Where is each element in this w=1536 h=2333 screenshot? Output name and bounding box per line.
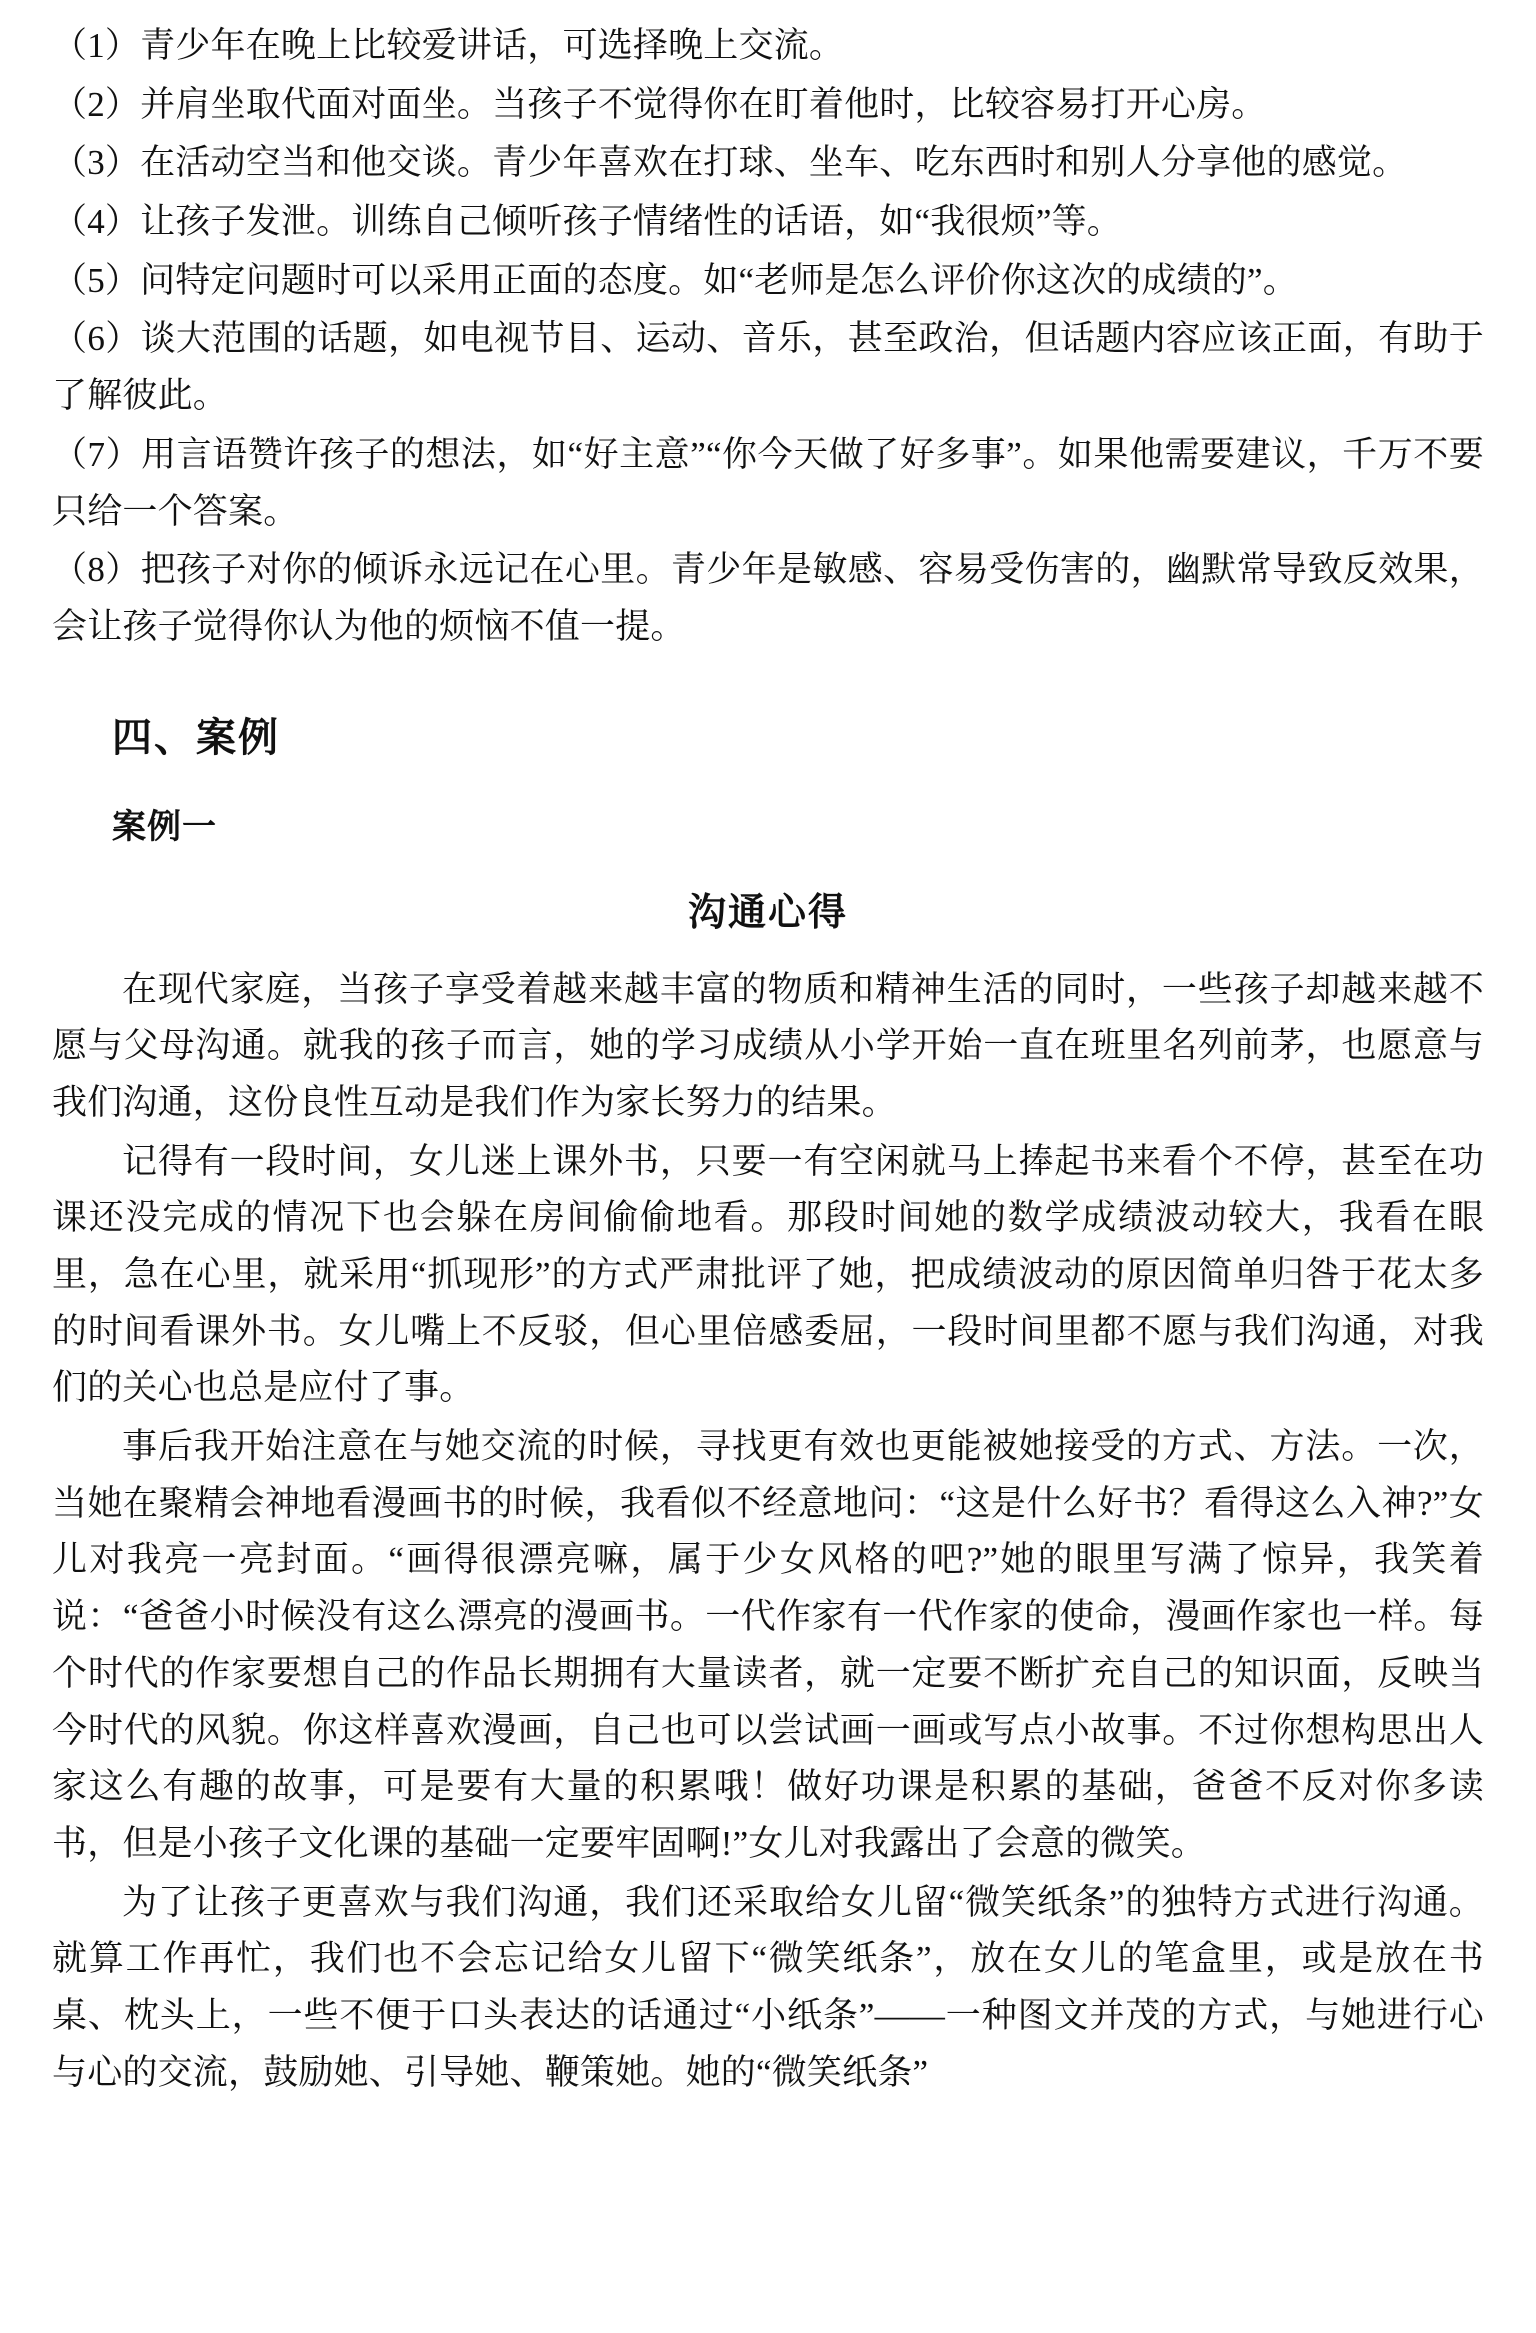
list-item: （2）并肩坐取代面对面坐。当孩子不觉得你在盯着他时，比较容易打开心房。 xyxy=(52,84,1267,124)
list-item: （6）谈大范围的话题，如电视节目、运动、音乐，甚至政治，但话题内容应该正面，有助于了解彼此。 xyxy=(52,319,1484,416)
case-title: 沟通心得 xyxy=(687,891,848,934)
section-heading: 四、案例 xyxy=(112,715,280,760)
list-item: （8）把孩子对你的倾诉永远记在心里。青少年是敏感、容易受伤害的，幽默常导致反效果，会让孩子觉得你认为他的烦恼不值一提。 xyxy=(52,550,1484,646)
paragraph: 记得有一段时间，女儿迷上课外书，只要一有空闲就马上捧起书来看个不停，甚至在功课还没完成的情况下也会躲在房间偷偷地看。那段时间她的数学成绩波动较大，我看在眼里，急在心里，就采用“抓现形”的方式严肃批评了她，把成绩波动的原因简单归咎于花太多的时间看课外书。女儿嘴上不反驳，但心里倍感委屈，一段时间里都不愿与我们沟通，对我们的关心也总是应付了事。 xyxy=(52,1141,1484,1408)
paragraph: 为了让孩子更喜欢与我们沟通，我们还采取给女儿留“微笑纸条”的独特方式进行沟通。就算工作再忙，我们也不会忘记给女儿留下“微笑纸条”，放在女儿的笔盒里，或是放在书桌、枕头上，一些不便于口头表达的话通过“小纸条”——一种图文并茂的方式，与她进行心与心的交流，鼓励她、引导她、鞭策她。她的“微笑纸条” xyxy=(52,1882,1484,2092)
paragraph: 事后我开始注意在与她交流的时候，寻找更有效也更能被她接受的方式、方法。一次，当她在聚精会神地看漫画书的时候，我看似不经意地问：“这是什么好书？看得这么入神?”女儿对我亮一亮封面。“画得很漂亮嘛，属于少女风格的吧?”她的眼里写满了惊异，我笑着说：“爸爸小时候没有这么漂亮的漫画书。一代作家有一代作家的使命，漫画作家也一样。每个时代的作家要想自己的作品长期拥有大量读者，就一定要不断扩充自己的知识面，反映当今时代的风貌。你这样喜欢漫画，自己也可以尝试画一画或写点小故事。不过你想构思出人家这么有趣的故事，可是要有大量的积累哦！做好功课是积累的基础，爸爸不反对你多读书，但是小孩子文化课的基础一定要牢固啊!”女儿对我露出了会意的微笑。 xyxy=(52,1427,1484,1863)
case-label: 案例一 xyxy=(112,807,217,846)
list-item: （4）让孩子发泄。训练自己倾听孩子情绪性的话语，如“我很烦”等。 xyxy=(52,202,1122,242)
numbered-list xyxy=(52,18,1484,656)
paragraph: 在现代家庭，当孩子享受着越来越丰富的物质和精神生活的同时，一些孩子却越来越不愿与父母沟通。就我的孩子而言，她的学习成绩从小学开始一直在班里名列前茅，也愿意与我们沟通，这份良性互动是我们作为家长努力的结果。 xyxy=(52,969,1484,1122)
list-item: （5）问特定问题时可以采用正面的态度。如“老师是怎么评价你这次的成绩的”。 xyxy=(52,260,1298,300)
list-item: （3）在活动空当和他交谈。青少年喜欢在打球、坐车、吃东西时和别人分享他的感觉。 xyxy=(52,143,1408,183)
list-item: （1）青少年在晚上比较爱讲话，可选择晚上交流。 xyxy=(52,26,845,65)
list-item: （7）用言语赞许孩子的想法，如“好主意”“你今天做了好多事”。如果他需要建议，千万不要只给一个答案。 xyxy=(52,434,1484,531)
case-body xyxy=(52,962,1484,2102)
